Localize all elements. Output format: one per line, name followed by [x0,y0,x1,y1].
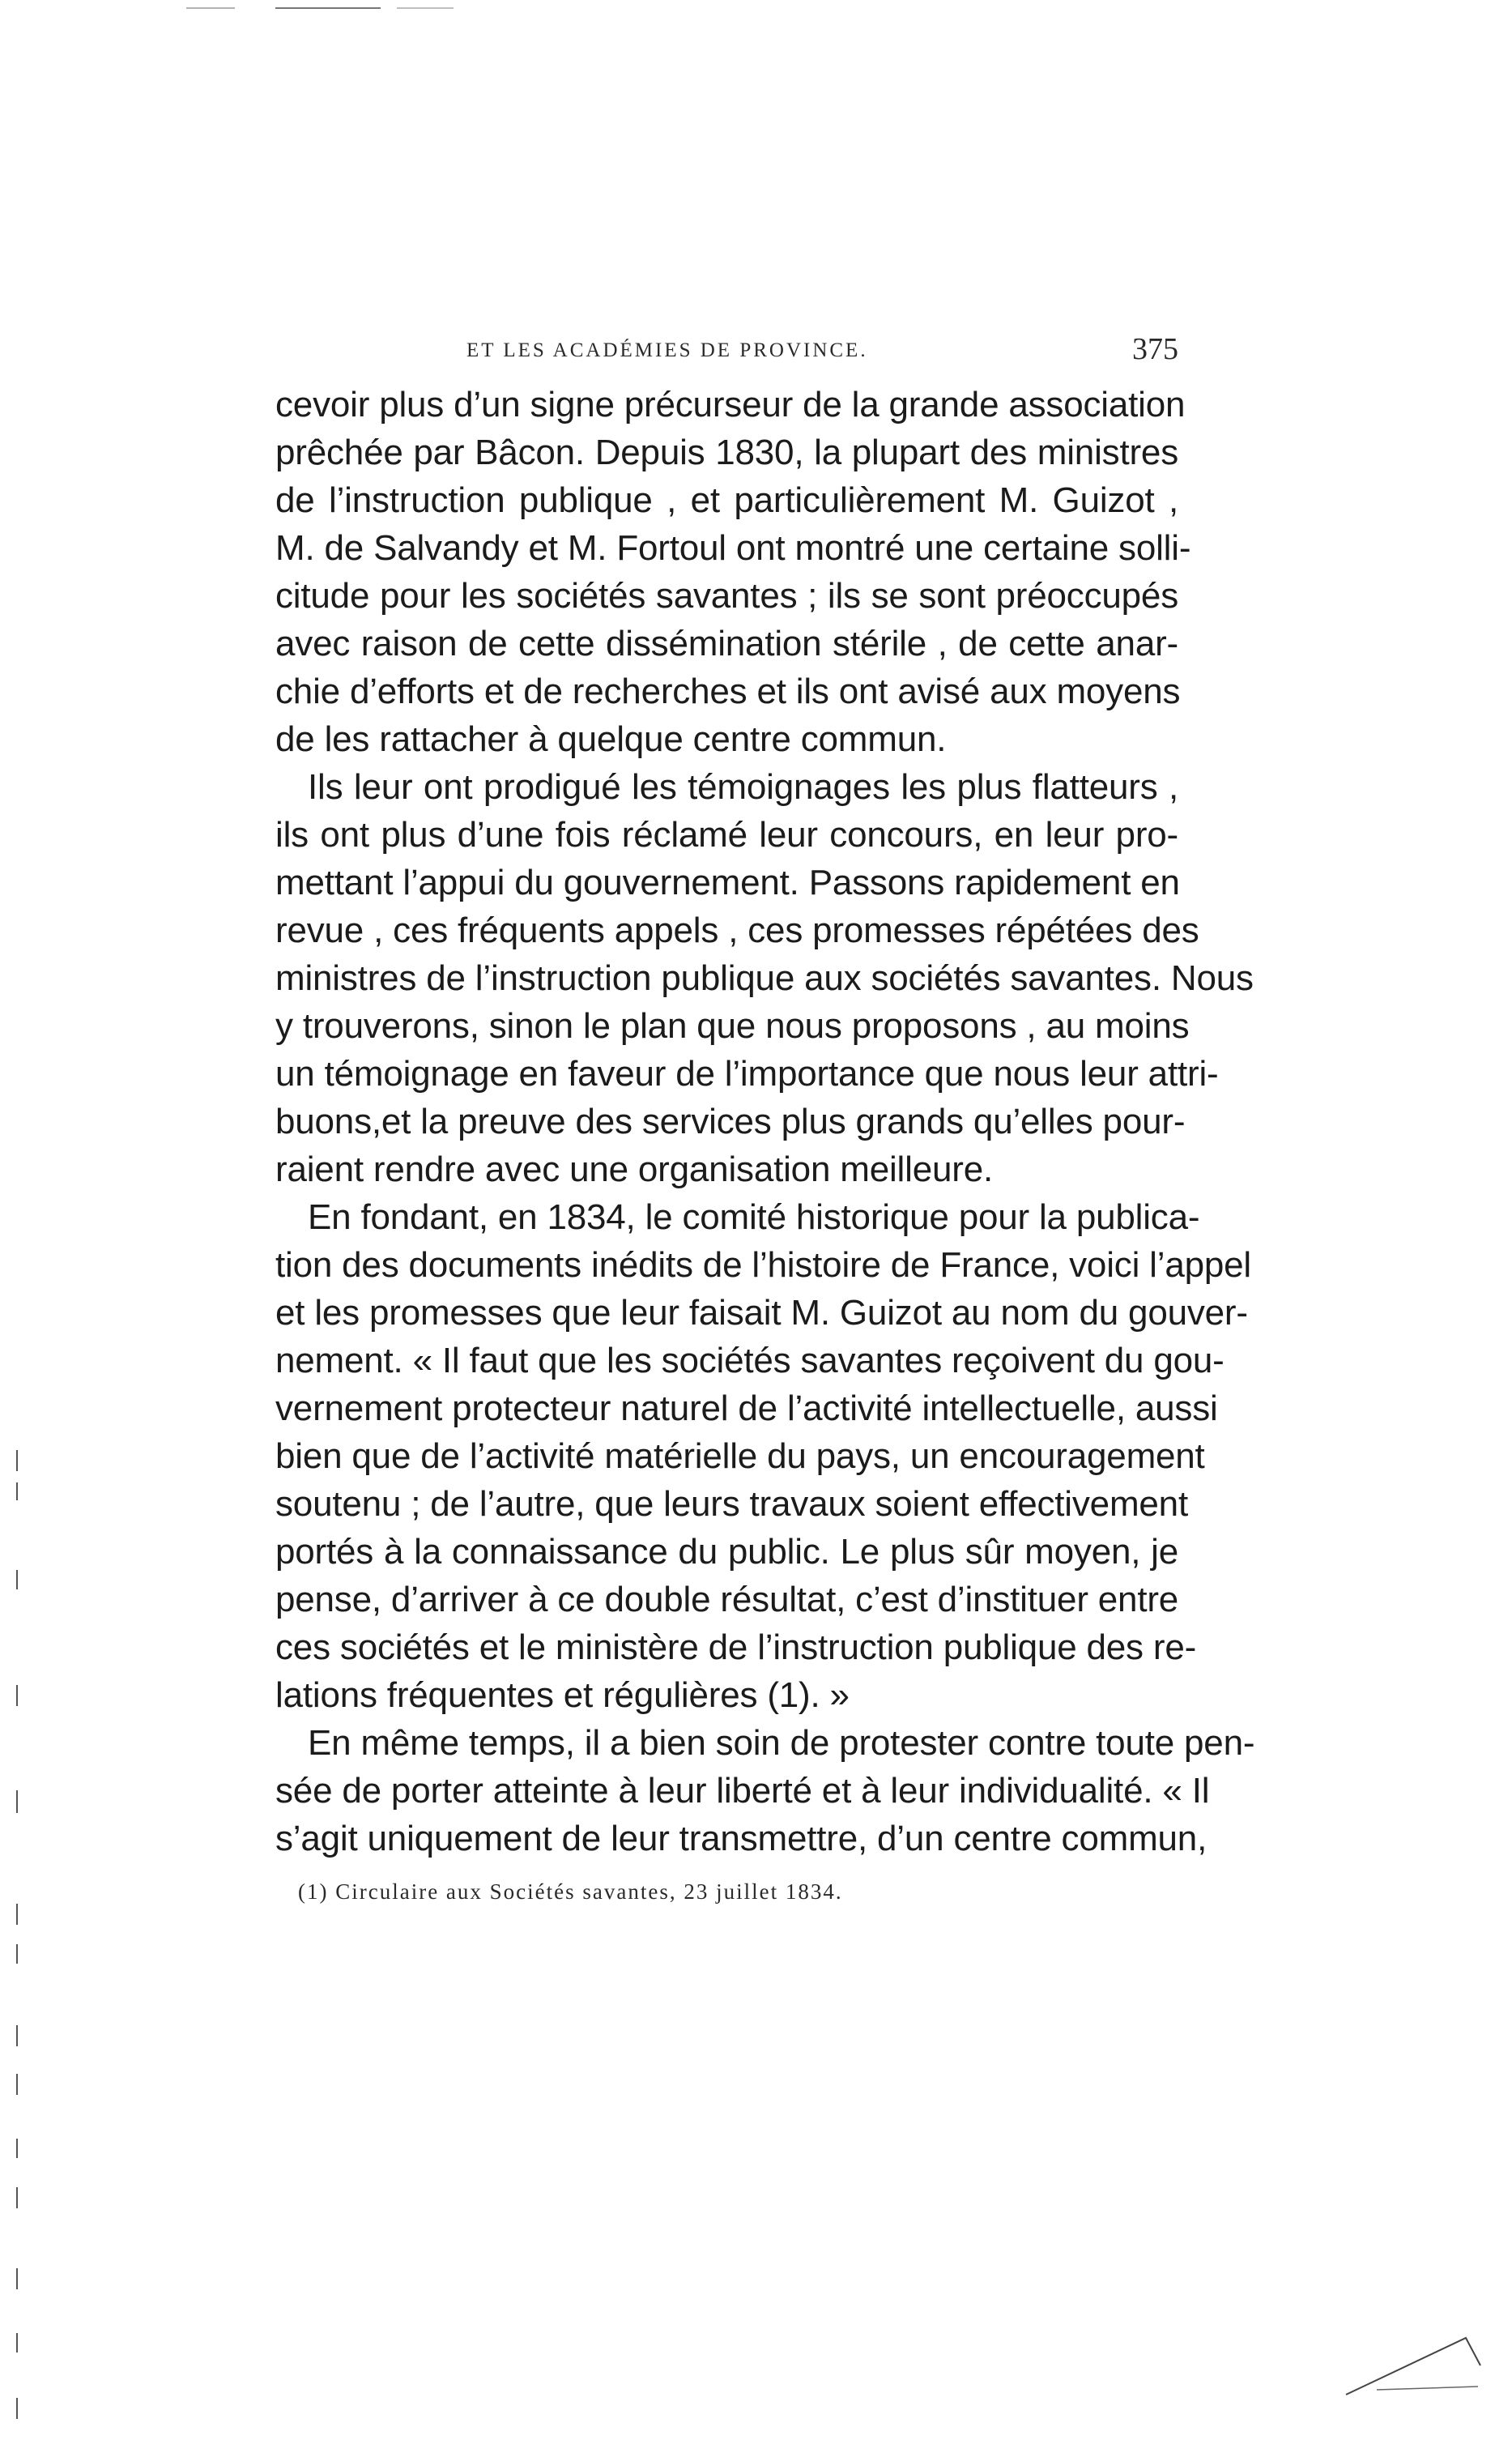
text-line: avec raison de cette dissémination stérile , de cette anar- [275,624,1178,663]
text-line: et les promesses que leur faisait M. Guizot au nom du gouver- [275,1293,1248,1333]
margin-scan-mark [16,2074,18,2095]
margin-scan-mark [16,1904,18,1925]
text-line: revue , ces fréquents appels , ces promesses répétées des [275,911,1199,950]
text-line: bien que de l’activité matérielle du pays, un encouragement [275,1436,1205,1476]
margin-scan-mark [16,2139,18,2158]
paragraph-start-line: En même temps, il a bien soin de protester contre toute pen- [308,1723,1255,1763]
margin-scan-mark [16,1482,18,1500]
text-line: y trouverons, sinon le plan que nous proposons , au moins [275,1006,1190,1046]
page-number: 375 [1132,332,1178,366]
running-head: ET LES ACADÉMIES DE PROVINCE. [466,339,868,361]
text-line: chie d’efforts et de recherches et ils ont avisé aux moyens [275,672,1181,711]
text-line: mettant l’appui du gouvernement. Passons rapidement en [275,863,1180,902]
text-line: ils ont plus d’une fois réclamé leur concours, en leur pro- [275,815,1178,855]
text-line: pense, d’arriver à ce double résultat, c’est d’instituer entre [275,1580,1179,1619]
paragraph-start-line: Ils leur ont prodigué les témoignages les plus flatteurs , [308,767,1178,807]
text-line: sée de porter atteinte à leur liberté et à leur individualité. « Il [275,1771,1210,1811]
margin-scan-mark [16,2333,18,2352]
margin-scan-mark [16,2268,18,2289]
footnote: (1) Circulaire aux Sociétés savantes, 23 juillet 1834. [298,1879,843,1904]
text-line: buons,et la preuve des services plus grands qu’elles pour- [275,1102,1186,1141]
text-line: de l’instruction publique , et particulièrement M. Guizot , [275,480,1178,520]
text-line: M. de Salvandy et M. Fortoul ont montré une certaine solli- [275,528,1191,568]
margin-scan-mark [16,2187,18,2208]
margin-scan-mark [16,1790,18,1813]
body-text [275,381,1255,1862]
text-line: portés à la connaissance du public. Le plus sûr moyen, je [275,1532,1178,1572]
margin-scan-mark [16,2398,18,2419]
text-line: un témoignage en faveur de l’importance que nous leur attri- [275,1054,1219,1094]
text-line: cevoir plus d’un signe précurseur de la grande association [275,385,1186,424]
text-line: de les rattacher à quelque centre commun. [275,719,947,759]
text-line: soutenu ; de l’autre, que leurs travaux soient effectivement [275,1484,1188,1524]
text-line: nement. « Il faut que les sociétés savantes reçoivent du gou- [275,1341,1225,1380]
text-line: tion des documents inédits de l’histoire de France, voici l’appel [275,1245,1251,1285]
text-line: raient rendre avec une organisation meilleure. [275,1150,993,1189]
text-line: vernement protecteur naturel de l’activité intellectuelle, aussi [275,1388,1218,1428]
scan-corner-artifact [1344,2333,1482,2398]
margin-scan-mark [16,1570,18,1589]
text-line: prêchée par Bâcon. Depuis 1830, la plupart des ministres [275,433,1178,472]
margin-scan-mark [16,1944,18,1964]
page-header [275,328,1178,377]
text-line: ces sociétés et le ministère de l’instruction publique des re- [275,1627,1197,1667]
margin-scan-mark [16,1450,18,1471]
text-line: s’agit uniquement de leur transmettre, d’un centre commun, [275,1819,1207,1858]
text-line: lations fréquentes et régulières (1). » [275,1675,850,1715]
text-line: citude pour les sociétés savantes ; ils se sont préoccupés [275,576,1178,616]
margin-scan-mark [16,1685,18,1706]
text-line: ministres de l’instruction publique aux sociétés savantes. Nous [275,958,1254,998]
paragraph-start-line: En fondant, en 1834, le comité historique pour la publica- [308,1197,1200,1237]
scan-artifact-top [186,5,454,11]
margin-scan-mark [16,2025,18,2046]
